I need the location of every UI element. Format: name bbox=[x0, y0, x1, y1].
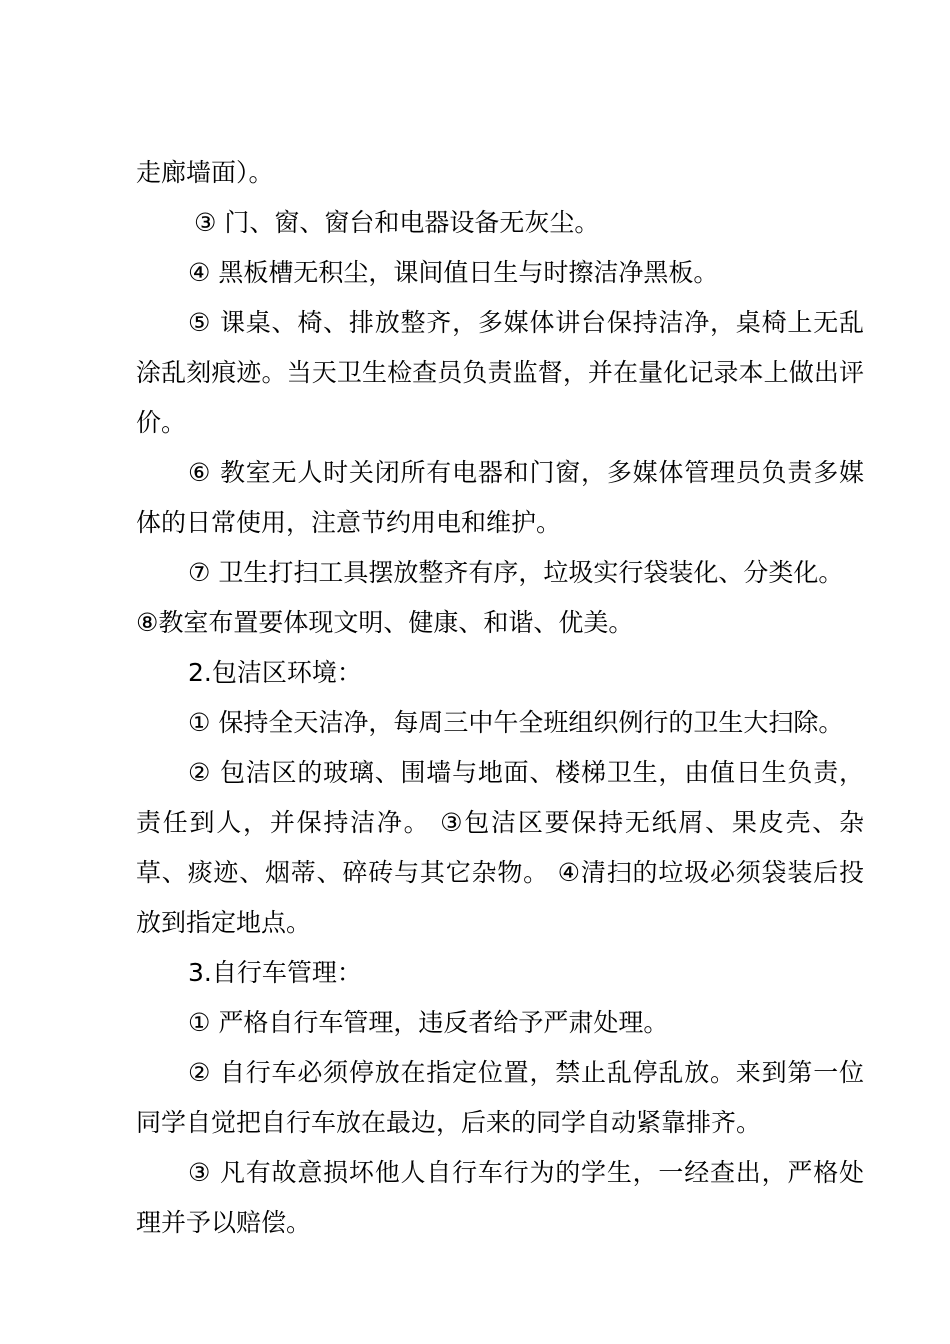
paragraph-rule-desks: ⑤ 课桌、椅、排放整齐，多媒体讲台保持洁净，桌椅上无乱涂乱刻痕迹。当天卫生检查员负责监督，并在量化记录本上做出评价。 bbox=[136, 308, 864, 437]
paragraph-rule-doors-windows: ③ 门、窗、窗台和电器设备无灰尘。 bbox=[194, 208, 600, 237]
section-heading-cleaning-area: 2.包洁区环境： bbox=[188, 658, 362, 687]
paragraph-bicycle-3: ③ 凡有故意损坏他人自行车行为的学生，一经查出，严格处理并予以赔偿。 bbox=[136, 1158, 864, 1237]
document-body bbox=[136, 148, 864, 1248]
paragraph-corridor-wall: 走廊墙面）。 bbox=[136, 158, 274, 187]
paragraph-bicycle-2: ② 自行车必须停放在指定位置，禁止乱停乱放。来到第一位同学自觉把自行车放在最边，后来的同学自动紧靠排齐。 bbox=[136, 1058, 864, 1137]
paragraph-rule-electrical: ⑥ 教室无人时关闭所有电器和门窗，多媒体管理员负责多媒体的日常使用，注意节约用电和维护。 bbox=[136, 458, 864, 537]
paragraph-cleaning-area-1: ① 保持全天洁净，每周三中午全班组织例行的卫生大扫除。 bbox=[188, 708, 844, 737]
section-heading-bicycle: 3.自行车管理： bbox=[188, 958, 362, 987]
paragraph-cleaning-area-2: ② 包洁区的玻璃、围墙与地面、楼梯卫生，由值日生负责，责任到人，并保持洁净。 ③包洁区要保持无纸屑、果皮壳、杂草、痰迹、烟蒂、碎砖与其它杂物。 ④清扫的垃圾必须袋装后投放到指定地点。 bbox=[136, 758, 864, 937]
paragraph-rule-blackboard: ④ 黑板槽无积尘，课间值日生与时擦洁净黑板。 bbox=[188, 258, 719, 287]
paragraph-rule-decoration: ⑧教室布置要体现文明、健康、和谐、优美。 bbox=[136, 608, 634, 637]
paragraph-bicycle-1: ① 严格自行车管理，违反者给予严肃处理。 bbox=[188, 1008, 669, 1037]
paragraph-rule-cleaning-tools: ⑦ 卫生打扫工具摆放整齐有序，垃圾实行袋装化、分类化。 bbox=[188, 558, 844, 587]
